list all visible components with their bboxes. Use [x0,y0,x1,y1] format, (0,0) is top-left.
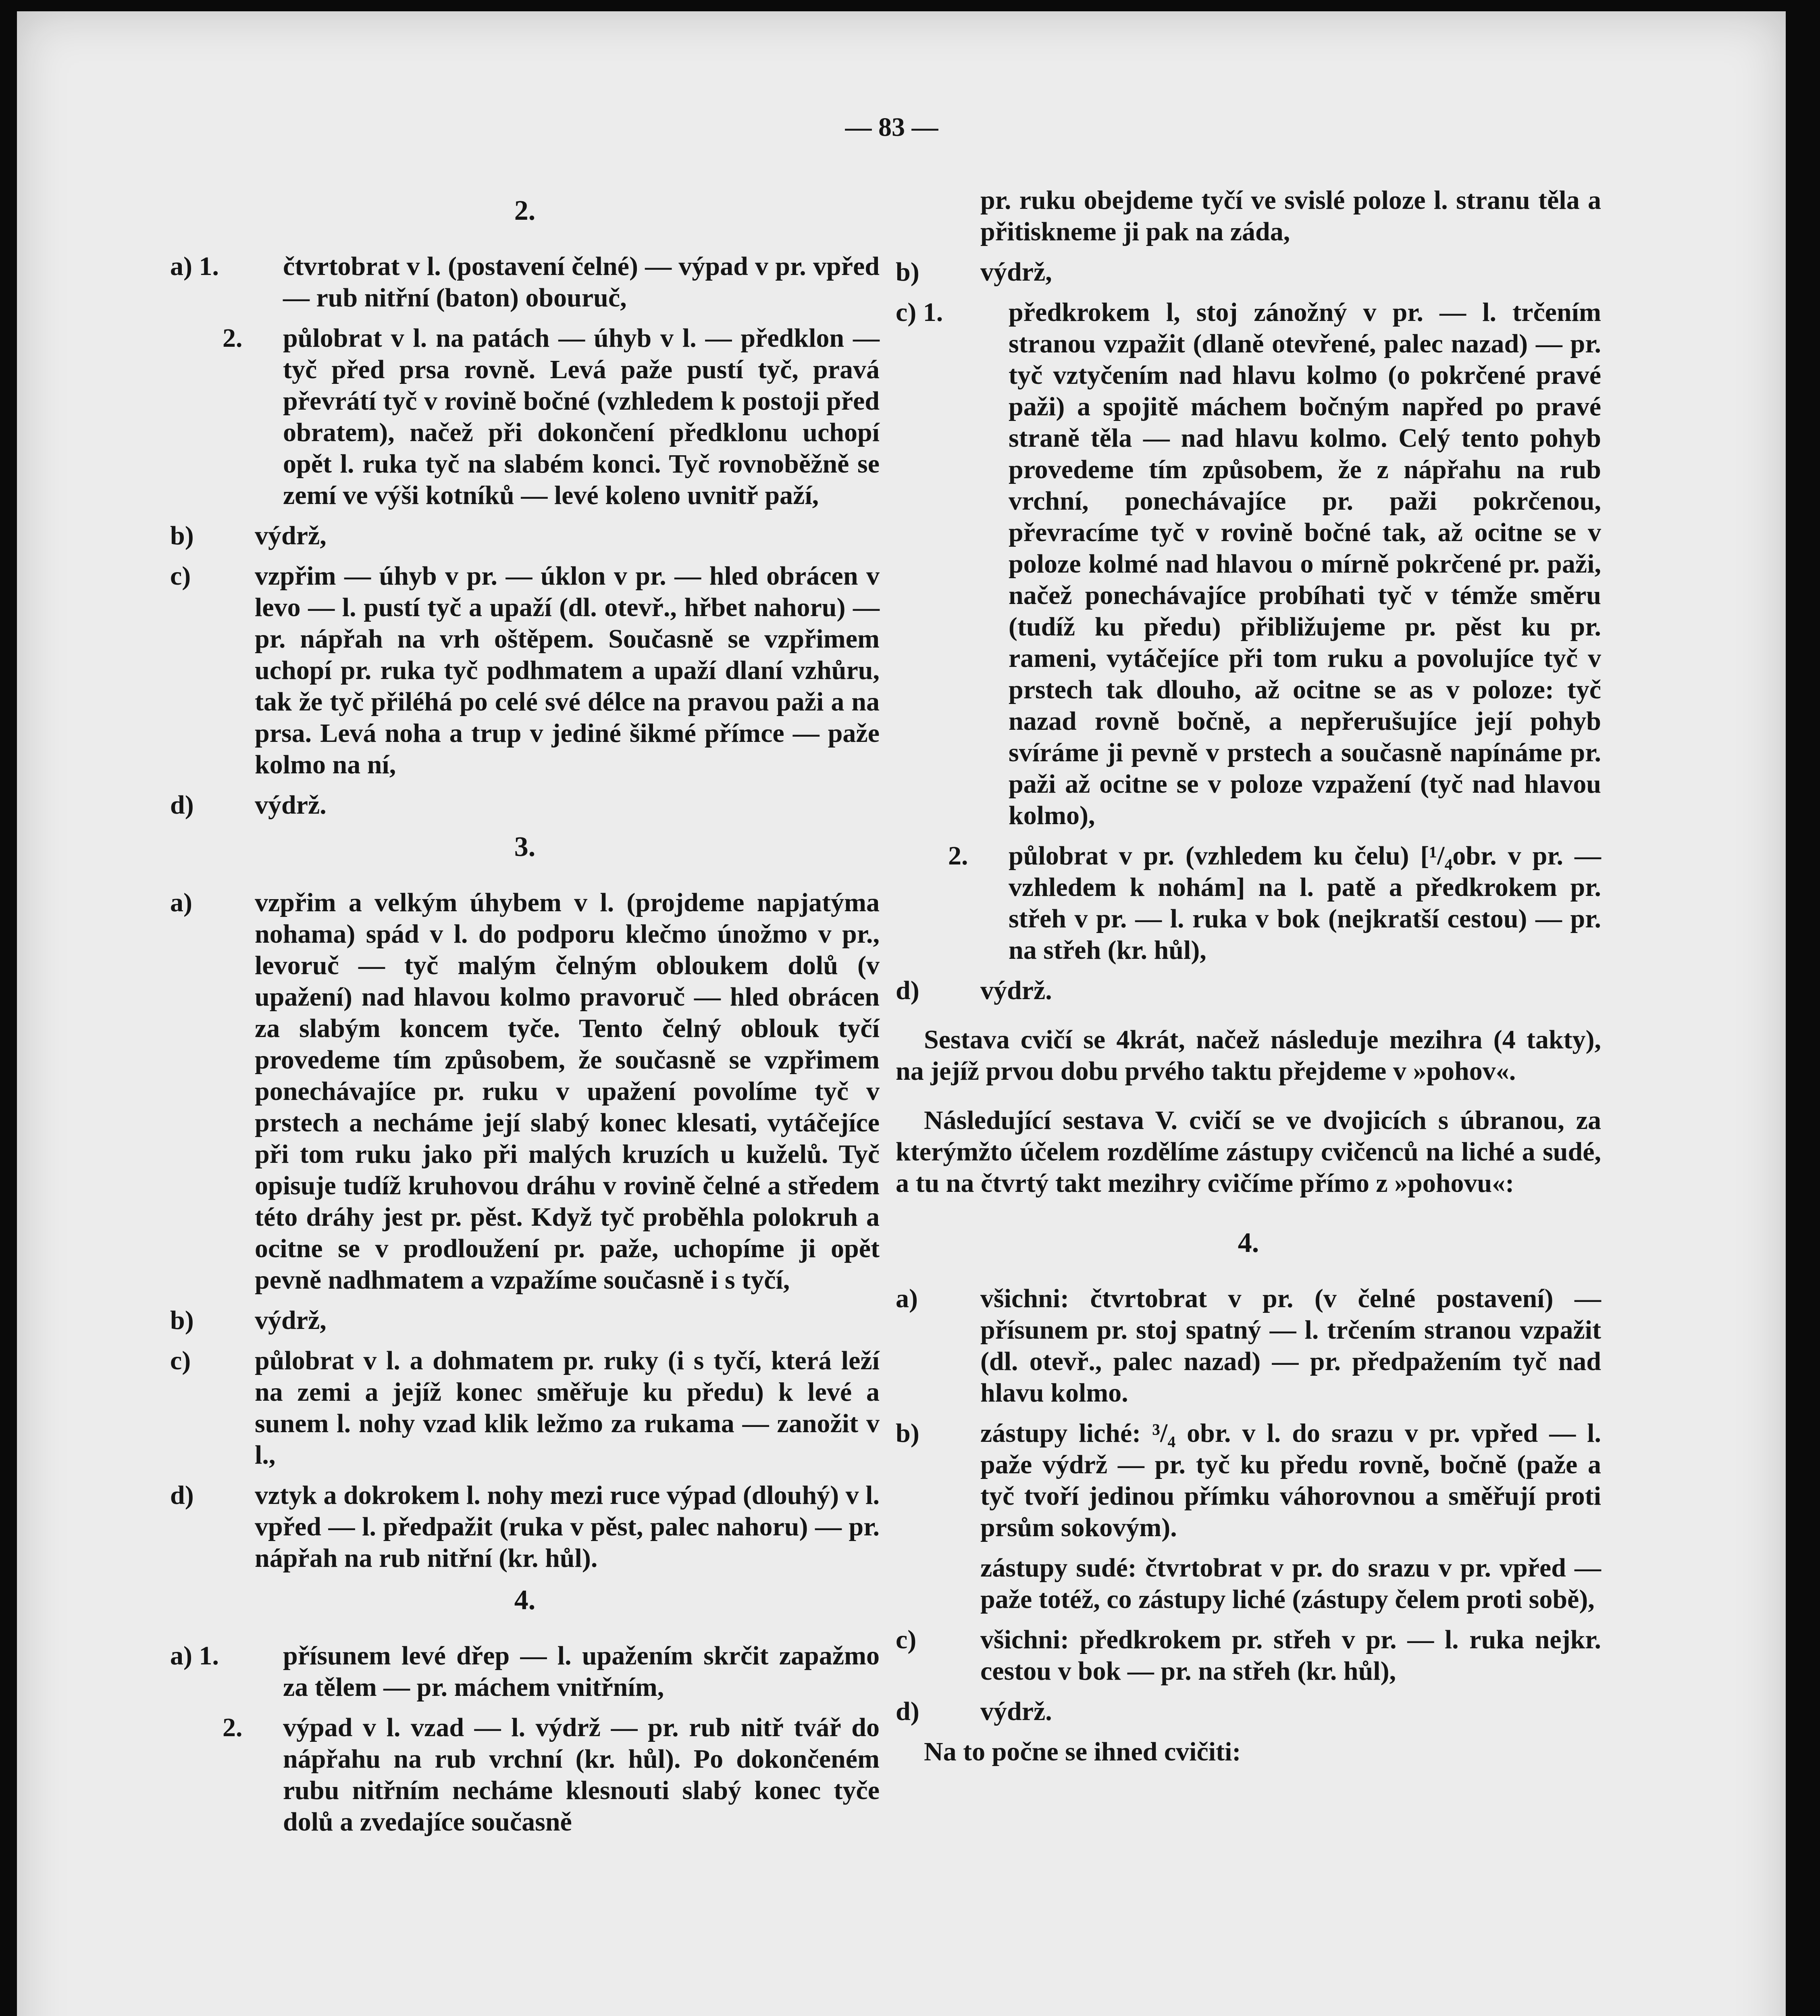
item-text: zástupy sudé: čtvrtobrat v pr. do srazu v pr. vpřed — paže totéž, co zástupy liché (zástupy čelem proti sobě), [980,1553,1601,1614]
item-marker: c) 1. [896,298,943,327]
item-marker: 2. [223,323,243,353]
item-text: vztyk a dokrokem l. nohy mezi ruce výpad (dlouhý) v l. vpřed — l. předpažit (ruka v pěst, palec nahoru) — pr. nápřah na rub nitřní (kr. hůl). [255,1481,880,1573]
item-text: výdrž. [980,976,1052,1005]
list-item [170,323,880,511]
paragraph: Sestava cvičí se 4krát, načež následuje mezihra (4 takty), na jejíž prvou dobu prvého taktu přejdeme v »pohov«. [896,1025,1601,1086]
item-text: vzpřim — úhyb v pr. — úklon v pr. — hled obrácen v levo — l. pustí tyč a upaží (dl. otevř., hřbet nahoru) — pr. nápřah na vrh oštěpem. Současně se vzpřimem uchopí pr. ruka tyč podhmatem a upaží dlaní vzhůru, tak že tyč přiléhá po celé své délce na pravou paži a na prsa. Levá noha a trup v jediné šikmé přímce — paže kolmo na ní, [255,561,880,779]
item-text: vzpřim a velkým úhybem v l. (projdeme napjatýma nohama) spád v l. do podporu klečmo únožmo v pr., levoruč — tyč malým čelným obloukem dolů (v upažení) nad hlavou kolmo pravoruč — hled obrácen za slabým koncem tyče. Tento čelný oblouk tyčí provedeme tím způsobem, že současně se vzpřimem ponechávajíce pr. ruku v upažení povolíme tyč v prstech a necháme její slabý konec klesati, vytáčejíce při tom ruku jako při malých kruzích u kuželů. Tyč opisuje tudíž kruhovou dráhu v rovině čelné a středem této dráhy jest pr. pěst. Když tyč proběhla polokruh a ocitne se v prodloužení pr. paže, uchopíme ji opět pevně nadhmatem a vzpažíme současně i s tyčí, [255,888,880,1295]
list-item [896,256,1601,288]
item-text: výdrž. [980,1697,1052,1726]
item-marker: c) [170,1346,191,1375]
item-text: všichni: čtvrtobrat v pr. (v čelné postavení) — přísunem pr. stoj spatný — l. trčením stranou vzpažit (dl. otevř., palec nazad) — pr. předpažením tyč nad hlavu kolmo. [980,1284,1601,1408]
list-item [896,1418,1601,1543]
paragraph: Na to počne se ihned cvičiti: [924,1737,1241,1766]
item-text: výdrž, [255,521,327,550]
list-item [896,185,1601,248]
list-item [896,1283,1601,1409]
item-marker: 2. [948,841,968,871]
item-marker: 2. [223,1713,243,1742]
item-text: výdrž, [255,1306,327,1335]
item-text: půlobrat v pr. (vzhledem ku čelu) [¹/₄obr. v pr. — vzhledem k nohám] na l. patě a předkrokem pr. střeh v pr. — l. ruka v bok (nejkratší cestou) — pr. na střeh (kr. hůl), [1009,841,1601,965]
item-marker: a) [170,888,192,917]
list-item [896,975,1601,1006]
list-item [896,1552,1601,1615]
book-page [17,11,1786,2016]
item-text: čtvrtobrat v l. (postavení čelné) — výpad v pr. vpřed — rub nitřní (baton) obouruč, [283,252,880,312]
list-item [896,840,1601,966]
item-text: předkrokem l, stoj zánožný v pr. — l. trčením stranou vzpažit (dlaně otevřené, palec nazad) — pr. tyč vztyčením nad hlavu kolmo (o pokrčené pravé paži) a spojitě máchem bočným napřed po pravé straně těla — nad hlavu kolmo. Celý tento pohyb provedeme tím způsobem, že z nápřahu na rub vrchní, ponechávajíce pr. paži pokrčenou, převracíme tyč v rovině bočné tak, až ocitne se v poloze kolmé nad hlavou o mírně pokrčené pr. paži, načež ponechávajíce probíhati tyč v témže směru (tudíž ku předu) přibližujeme pr. pěst ku pr. rameni, vytáčejíce při tom ruku a povolujíce tyč v prstech tak dlouho, až ocitne se as v poloze: tyč nazad rovně bočně, a nepřerušujíce její pohyb svíráme ji pevně v prstech a současně napínáme pr. paži až ocitne se v poloze vzpažení (tyč nad hlavou kolmo), [1009,298,1601,830]
item-marker: d) [170,790,194,820]
item-marker: a) 1. [170,1641,219,1670]
item-text: pr. ruku obejdeme tyčí ve svislé poloze l. stranu těla a přitiskneme ji pak na záda, [980,185,1601,246]
list-item [170,560,880,781]
paragraph: Následující sestava V. cvičí se ve dvojicích s úbranou, za kterýmžto účelem rozdělíme zástupy cvičenců na liché a sudé, a tu na čtvrtý takt mezihry cvičíme přímo z »pohovu«: [896,1106,1601,1198]
item-marker: a) [896,1284,918,1313]
item-marker: b) [896,1418,919,1448]
page-number: — 83 — [845,112,938,142]
item-text: výpad v l. vzad — l. výdrž — pr. rub nitř tvář do nápřahu na rub vrchní (kr. hůl). Po dokončeném rubu nitřním necháme klesnouti slabý konec tyče dolů a zvedajíce současně [283,1713,880,1837]
list-item [170,789,880,821]
item-marker: b) [170,1306,194,1335]
list-item [170,1305,880,1336]
list-item [896,1624,1601,1687]
list-item [170,1640,880,1703]
item-marker: c) [170,561,191,591]
left-column [170,185,880,1847]
list-item [170,1345,880,1471]
section-heading-4: 4. [514,1585,536,1616]
list-item [170,887,880,1296]
list-item [896,297,1601,831]
section-heading-4-right: 4. [1238,1227,1259,1258]
list-item [170,1712,880,1838]
item-marker: d) [896,976,919,1005]
item-marker: d) [170,1481,194,1510]
item-marker: d) [896,1697,919,1726]
item-text: půlobrat v l. a dohmatem pr. ruky (i s tyčí, která leží na zemi a jejíž konec směřuje ku předu) k levé a sunem l. nohy vzad klik ležmo za rukama — zanožit v l., [255,1346,880,1470]
item-marker: b) [170,521,194,550]
list-item [170,520,880,552]
right-column [896,185,1601,1776]
section-heading-3: 3. [514,831,536,862]
item-marker: c) [896,1625,917,1654]
item-text: půlobrat v l. na patách — úhyb v l. — předklon — tyč před prsa rovně. Levá paže pustí tyč, pravá převrátí tyč v rovině bočné (vzhledem k postoji před obratem), načež při dokončení předklonu uchopí opět l. ruka tyč na slabém konci. Tyč rovnoběžně se zemí ve výši kotníků — levé koleno uvnitř paží, [283,323,880,510]
list-item [170,1480,880,1574]
list-item [896,1696,1601,1727]
item-text: přísunem levé dřep — l. upažením skrčit zapažmo za tělem — pr. máchem vnitřním, [283,1641,880,1702]
item-text: všichni: předkrokem pr. střeh v pr. — l. ruka nejkr. cestou v bok — pr. na střeh (kr. hůl), [980,1625,1601,1686]
item-marker: b) [896,257,919,287]
item-text: výdrž, [980,257,1052,287]
item-text: výdrž. [255,790,327,820]
item-text: zástupy liché: ³/₄ obr. v l. do srazu v pr. vpřed — l. paže výdrž — pr. tyč ku předu rovně, bočně (paže a tyč tvoří jedinou přímku váhorovnou a směřují proti prsům sokovým). [980,1418,1601,1542]
item-marker: a) 1. [170,252,219,281]
list-item [170,251,880,314]
section-heading-2: 2. [514,195,536,226]
